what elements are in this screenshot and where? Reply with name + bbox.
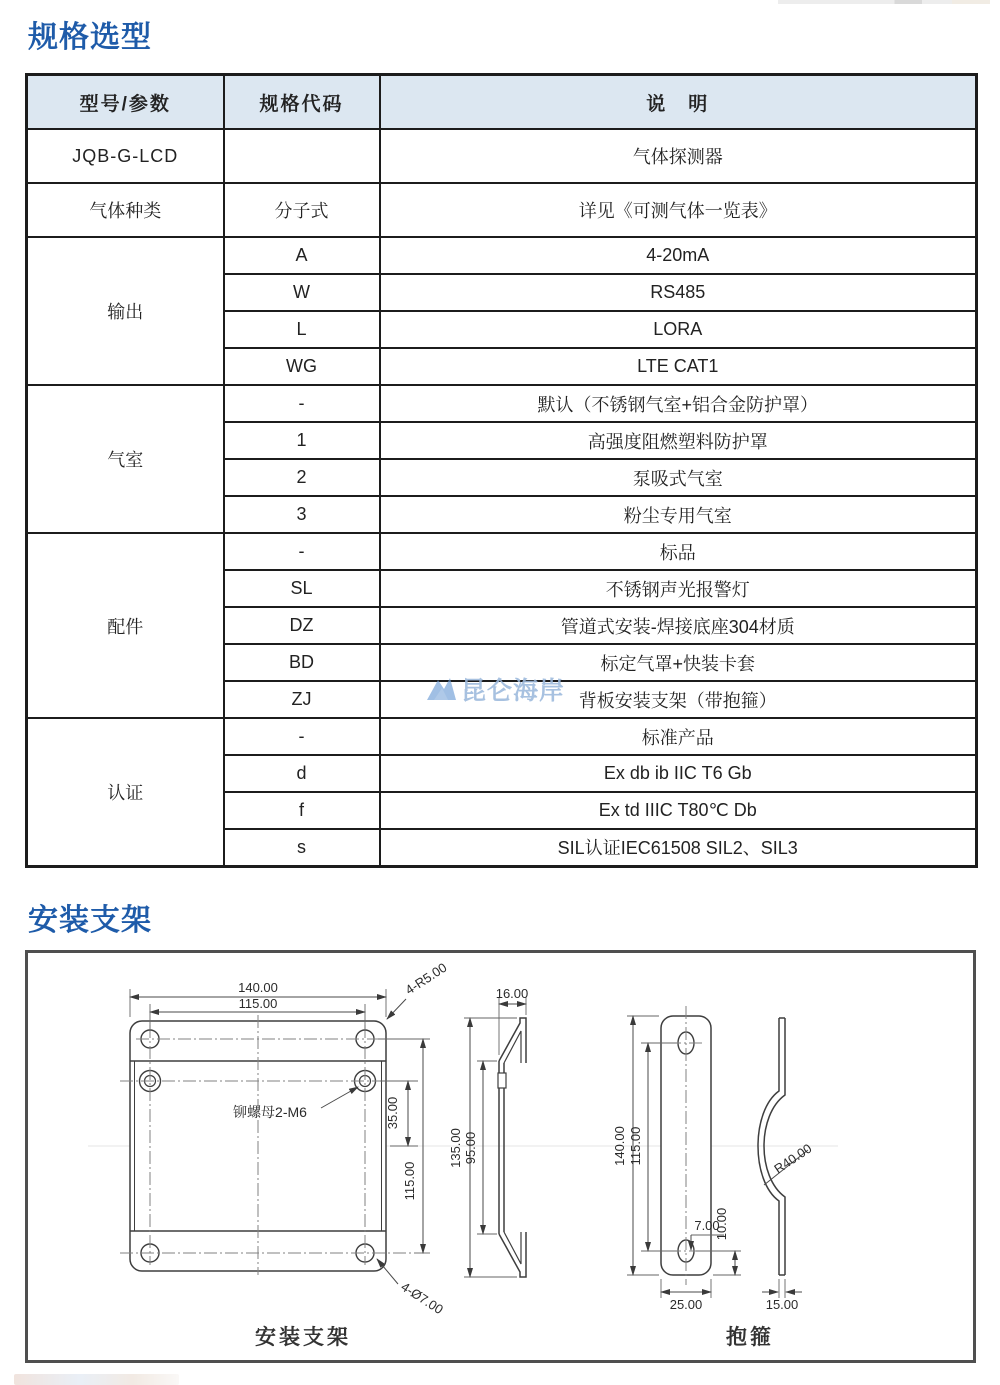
caption-clamp: 抱箍 bbox=[726, 1326, 774, 1349]
dim-label: 115.00 bbox=[628, 1126, 643, 1166]
table-row bbox=[27, 533, 977, 570]
desc-cell: RS485 bbox=[380, 274, 977, 311]
code-cell: ZJ bbox=[224, 681, 380, 718]
dim-label: 115.00 bbox=[238, 996, 278, 1011]
page-bottom-artifact bbox=[14, 1374, 179, 1385]
code-cell: W bbox=[224, 274, 380, 311]
dim-label: 140.00 bbox=[612, 1126, 627, 1166]
page-top-artifact bbox=[778, 0, 990, 4]
param-cell: 气体种类 bbox=[27, 183, 224, 237]
code-cell: 3 bbox=[224, 496, 380, 533]
code-cell: 1 bbox=[224, 422, 380, 459]
desc-cell: 详见《可测气体一览表》 bbox=[380, 183, 977, 237]
bracket-drawing-panel bbox=[25, 950, 976, 1363]
bracket-side-view bbox=[498, 1018, 526, 1277]
desc-cell: LTE CAT1 bbox=[380, 348, 977, 385]
group-label-gas-chamber: 气室 bbox=[27, 385, 224, 533]
dim-label: 135.00 bbox=[448, 1128, 463, 1168]
desc-cell: 背板安装支架（带抱箍） bbox=[380, 681, 977, 718]
technical-drawing bbox=[28, 953, 973, 1360]
code-cell: - bbox=[224, 718, 380, 755]
spec-selection-table bbox=[25, 73, 978, 868]
header-description: 说 明 bbox=[380, 75, 977, 130]
desc-cell: 标准产品 bbox=[380, 718, 977, 755]
code-cell: A bbox=[224, 237, 380, 274]
desc-cell: 标定气罩+快装卡套 bbox=[380, 644, 977, 681]
dim-label: R40.00 bbox=[771, 1140, 815, 1177]
table-header-row bbox=[27, 75, 977, 130]
desc-cell: 气体探测器 bbox=[380, 129, 977, 183]
code-cell: WG bbox=[224, 348, 380, 385]
code-cell: d bbox=[224, 755, 380, 792]
table-row bbox=[27, 718, 977, 755]
table-row bbox=[27, 385, 977, 422]
desc-cell: 管道式安装-焊接底座304材质 bbox=[380, 607, 977, 644]
group-label-output: 输出 bbox=[27, 237, 224, 385]
section-title-bracket: 安装支架 bbox=[28, 904, 152, 937]
dim-label: 16.00 bbox=[495, 986, 529, 1001]
desc-cell: 标品 bbox=[380, 533, 977, 570]
desc-cell: Ex td IIIC T80℃ Db bbox=[380, 792, 977, 829]
header-model-param: 型号/参数 bbox=[27, 75, 224, 130]
dim-label: 25.00 bbox=[669, 1297, 703, 1312]
table-row bbox=[27, 183, 977, 237]
code-cell: - bbox=[224, 385, 380, 422]
desc-cell: 高强度阻燃塑料防护罩 bbox=[380, 422, 977, 459]
desc-cell: 默认（不锈钢气室+铝合金防护罩） bbox=[380, 385, 977, 422]
desc-cell: LORA bbox=[380, 311, 977, 348]
desc-cell: Ex db ib IIC T6 Gb bbox=[380, 755, 977, 792]
desc-cell: SIL认证IEC61508 SIL2、SIL3 bbox=[380, 829, 977, 866]
code-cell: s bbox=[224, 829, 380, 866]
desc-cell: 泵吸式气室 bbox=[380, 459, 977, 496]
code-cell: SL bbox=[224, 570, 380, 607]
code-cell: DZ bbox=[224, 607, 380, 644]
code-cell bbox=[224, 129, 380, 183]
dim-label: 35.00 bbox=[385, 1096, 400, 1130]
dim-label: 10.00 bbox=[714, 1207, 729, 1241]
code-cell: BD bbox=[224, 644, 380, 681]
table-row bbox=[27, 129, 977, 183]
header-spec-code: 规格代码 bbox=[224, 75, 380, 130]
code-cell: 2 bbox=[224, 459, 380, 496]
group-label-certification: 认证 bbox=[27, 718, 224, 866]
section-title-spec: 规格选型 bbox=[28, 21, 152, 54]
desc-cell: 粉尘专用气室 bbox=[380, 496, 977, 533]
param-cell: JQB-G-LCD bbox=[27, 129, 224, 183]
watermark-text: 昆仑海岸 bbox=[461, 677, 566, 705]
code-cell: L bbox=[224, 311, 380, 348]
code-cell: 分子式 bbox=[224, 183, 380, 237]
dim-label: 140.00 bbox=[238, 980, 278, 995]
rivet-nut-note: 铆螺母2-M6 bbox=[233, 1104, 307, 1120]
group-label-accessories: 配件 bbox=[27, 533, 224, 718]
code-cell: - bbox=[224, 533, 380, 570]
dim-label: 15.00 bbox=[765, 1297, 799, 1312]
dim-label: 4-R5.00 bbox=[402, 959, 450, 998]
dim-label: 4-Ø7.00 bbox=[398, 1278, 446, 1318]
caption-bracket: 安装支架 bbox=[255, 1326, 351, 1349]
desc-cell: 4-20mA bbox=[380, 237, 977, 274]
code-cell: f bbox=[224, 792, 380, 829]
dim-label: 95.00 bbox=[463, 1131, 478, 1165]
dim-label: 115.00 bbox=[402, 1161, 417, 1201]
dim-label: 7.00 bbox=[694, 1218, 720, 1233]
table-row bbox=[27, 237, 977, 274]
desc-cell: 不锈钢声光报警灯 bbox=[380, 570, 977, 607]
